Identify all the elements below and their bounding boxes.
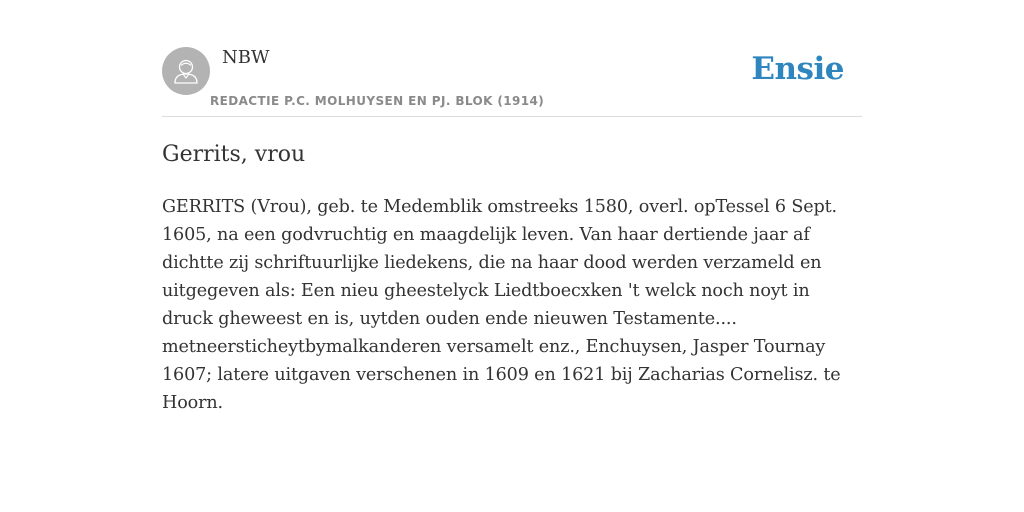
brand-logo[interactable]: Ensie	[751, 51, 844, 87]
header	[162, 46, 862, 117]
article-body: GERRITS (Vrou), geb. te Medemblik omstreeks 1580, overl. opTessel 6 Sept. 1605, na een godvruchtig en maagdelijk leven. Van haar dertiende jaar af dichtte zij schriftuurlijke liedekens, die na haar dood werden verzameld en uitgegeven als: Een nieu gheestelyck Liedtboecxken 't welck noch noyt in druck gheweest en is, uytden ouden ende nieuwen Testamente.... metneersticheytbymalkanderen versamelt enz., Enchuysen, Jasper Tournay 1607; latere uitgaven verschenen in 1609 en 1621 bij Zacharias Cornelisz. te Hoorn.	[162, 197, 841, 413]
page-title: Gerrits, vrou	[162, 142, 306, 167]
editor-subtitle: REDACTIE P.C. MOLHUYSEN EN PJ. BLOK (1914)	[210, 94, 545, 108]
user-icon	[162, 47, 210, 95]
author-name[interactable]: NBW	[222, 47, 270, 68]
avatar[interactable]	[162, 47, 210, 95]
